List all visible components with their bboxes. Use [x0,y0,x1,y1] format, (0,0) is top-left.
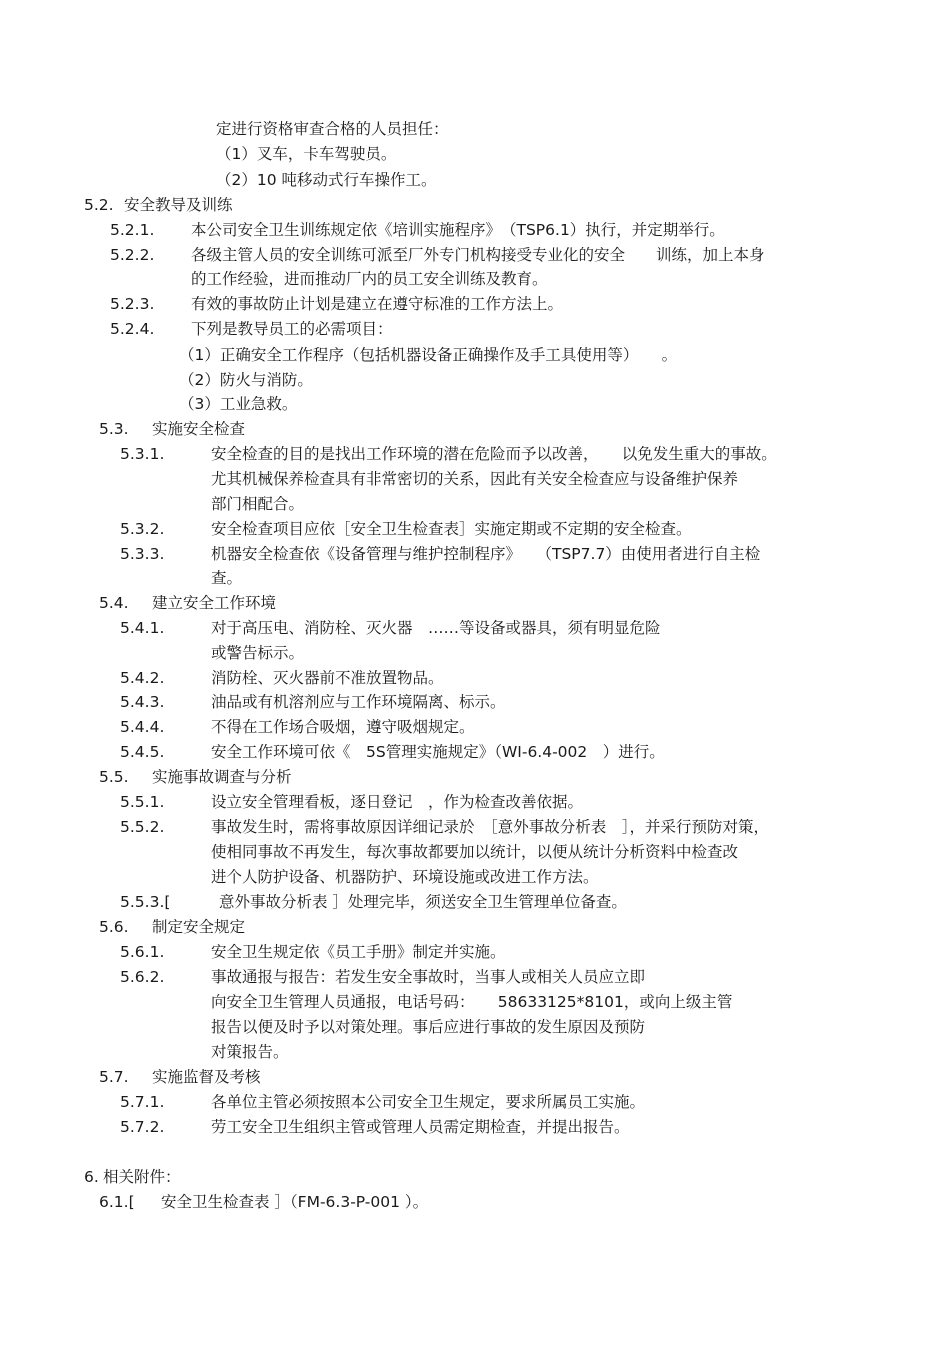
item-5-3-3-text: 机器安全检查依《设备管理与维护控制程序》 （TSP7.7）由使用者进行自主检 [211,545,761,563]
intro-line-1: 定进行资格审查合格的人员担任： [216,120,449,138]
item-5-3-1-text-cont-2: 部门相配合。 [211,495,305,513]
item-5-3-3-number: 5.3.3. [120,545,165,563]
section-5-5-title: 实施事故调查与分析 [152,768,292,786]
section-5-3-title: 实施安全检查 [152,420,246,438]
section-6-title: 相关附件： [103,1168,181,1186]
section-5-6-number: 5.6. [99,918,129,936]
item-5-2-4-sub-2: （2）防火与消防。 [179,371,313,389]
item-5-6-1-text: 安全卫生规定依《员工手册》制定并实施。 [211,943,506,961]
section-5-4-title: 建立安全工作环境 [152,594,277,612]
item-5-5-1-text: 设立安全管理看板，逐日登记 ，作为检查改善依据。 [211,793,584,811]
item-5-3-1-number: 5.3.1. [120,445,165,463]
item-6-1-number: 6.1.[ [99,1193,135,1211]
item-5-2-2-text-cont: 的工作经验，进而推动厂内的员工安全训练及教育。 [191,270,548,288]
item-5-2-3-number: 5.2.3. [110,295,155,313]
item-5-6-2-text: 事故通报与报告：若发生安全事故时，当事人或相关人员应立即 [211,968,646,986]
section-5-7-title: 实施监督及考核 [152,1068,261,1086]
item-5-2-4-text: 下列是教导员工的必需项目： [191,320,393,338]
item-5-4-2-text: 消防栓、灭火器前不准放置物品。 [211,669,444,687]
item-6-1-text: 安全卫生检查表 ］（FM-6.3-P-001 ）。 [161,1193,429,1211]
item-5-5-3-number: 5.5.3.[ [120,893,171,911]
section-6-number: 6. [84,1168,99,1186]
item-5-6-2-text-cont-3: 对策报告。 [211,1043,289,1061]
item-5-6-2-text-cont-1: 向安全卫生管理人员通报，电话号码： 58633125*8101，或向上级主管 [211,993,733,1011]
item-5-2-4-number: 5.2.4. [110,320,155,338]
item-5-3-1-text: 安全检查的目的是找出工作环境的潜在危险而予以改善， 以免发生重大的事故。 [211,445,777,463]
section-5-5-number: 5.5. [99,768,129,786]
item-5-4-4-text: 不得在工作场合吸烟，遵守吸烟规定。 [211,718,475,736]
item-5-6-2-text-cont-2: 报告以便及时予以对策处理。事后应进行事故的发生原因及预防 [211,1018,646,1036]
section-5-7-number: 5.7. [99,1068,129,1086]
item-5-4-1-text-cont: 或警告标示。 [211,644,305,662]
item-5-4-1-number: 5.4.1. [120,619,165,637]
item-5-7-2-number: 5.7.2. [120,1118,165,1136]
item-5-4-3-text: 油品或有机溶剂应与工作环境隔离、标示。 [211,693,506,711]
item-5-7-1-number: 5.7.1. [120,1093,165,1111]
item-5-4-1-text: 对于高压电、消防栓、灭火器 ……等设备或器具，须有明显危险 [211,619,661,637]
item-5-5-2-text-cont-2: 进个人防护设备、机器防护、环境设施或改进工作方法。 [211,868,599,886]
item-5-7-1-text: 各单位主管必须按照本公司安全卫生规定，要求所属员工实施。 [211,1093,646,1111]
item-5-5-3-text: 意外事故分析表 ］处理完毕，须送安全卫生管理单位备查。 [219,893,627,911]
intro-line-2: （1）叉车，卡车驾驶员。 [216,145,397,163]
item-5-4-5-text: 安全工作环境可依《 5S管理实施规定》（WI-6.4-002 ）进行。 [211,743,665,761]
item-5-4-2-number: 5.4.2. [120,669,165,687]
item-5-6-2-number: 5.6.2. [120,968,165,986]
intro-line-3: （2）10 吨移动式行车操作工。 [216,171,437,189]
item-5-2-4-sub-1: （1）正确安全工作程序（包括机器设备正确操作及手工具使用等） 。 [179,346,678,364]
item-5-5-2-text: 事故发生时，需将事故原因详细记录於 ［意外事故分析表 ］，并采行预防对策， [211,818,770,836]
item-5-5-2-number: 5.5.2. [120,818,165,836]
item-5-3-1-text-cont-1: 尤其机械保养检查具有非常密切的关系，因此有关安全检查应与设备维护保养 [211,470,739,488]
item-5-5-1-number: 5.5.1. [120,793,165,811]
section-5-4-number: 5.4. [99,594,129,612]
item-5-3-2-number: 5.3.2. [120,520,165,538]
item-5-6-1-number: 5.6.1. [120,943,165,961]
item-5-2-2-number: 5.2.2. [110,246,155,264]
item-5-2-2-text: 各级主管人员的安全训练可派至厂外专门机构接受专业化的安全 训练，加上本身 [191,246,765,264]
item-5-4-5-number: 5.4.5. [120,743,165,761]
section-5-6-title: 制定安全规定 [152,918,246,936]
item-5-2-1-number: 5.2.1. [110,221,155,239]
item-5-2-1-text: 本公司安全卫生训练规定依《培训实施程序》 （TSP6.1）执行，并定期举行。 [191,221,725,239]
item-5-7-2-text: 劳工安全卫生组织主管或管理人员需定期检查，并提出报告。 [211,1118,630,1136]
section-5-2-number: 5.2. [84,196,114,214]
item-5-3-3-text-cont: 查。 [211,569,243,587]
item-5-3-2-text: 安全检查项目应依［安全卫生检查表］实施定期或不定期的安全检查。 [211,520,692,538]
item-5-2-3-text: 有效的事故防止计划是建立在遵守标准的工作方法上。 [191,295,564,313]
item-5-2-4-sub-3: （3）工业急救。 [179,395,298,413]
item-5-4-3-number: 5.4.3. [120,693,165,711]
item-5-5-2-text-cont-1: 使相同事故不再发生，每次事故都要加以统计，以便从统计分析资料中检查改 [211,843,739,861]
section-5-3-number: 5.3. [99,420,129,438]
section-5-2-title: 安全教导及训练 [124,196,233,214]
item-5-4-4-number: 5.4.4. [120,718,165,736]
